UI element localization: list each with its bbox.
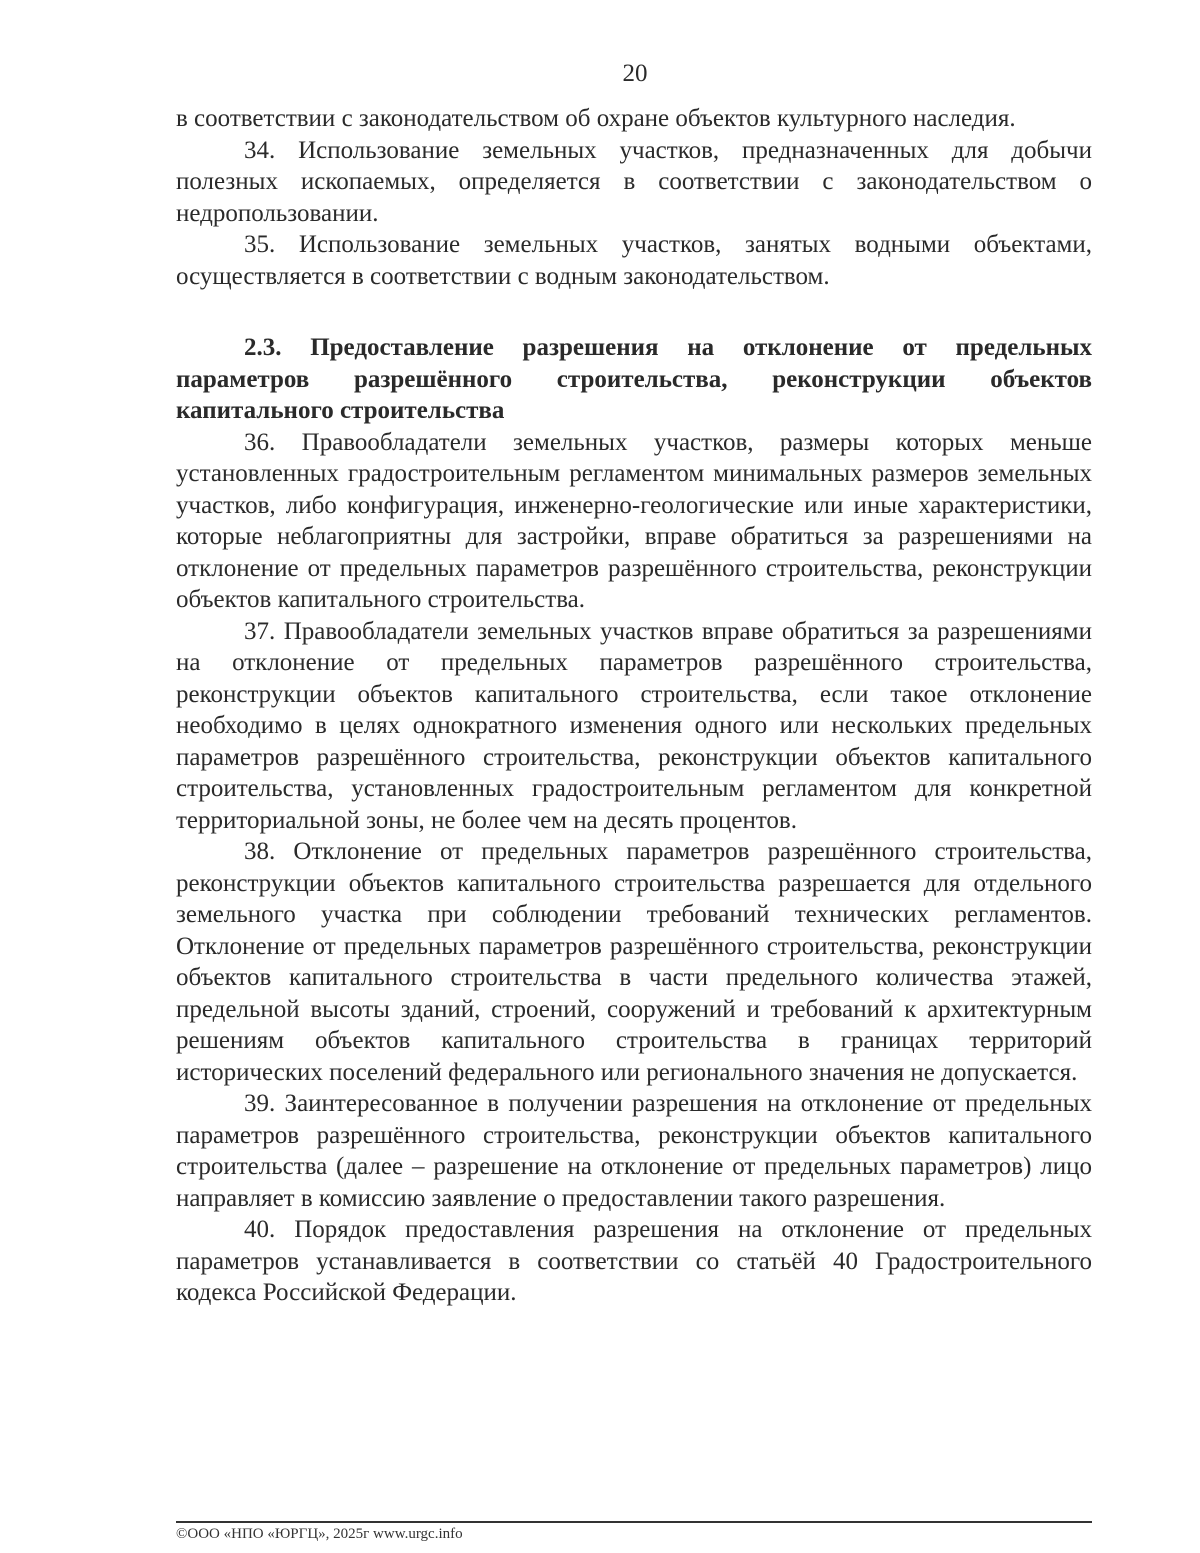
paragraph-37: 37. Правообладатели земельных участков вправе обратиться за разрешениями на отклонение от предельных параметров разрешённого строительства, реконструкции объектов капитального строительства, если такое отклонение необходимо в целях однократного изменения одного или нескольких предельных параметров разрешённого строительства, реконструкции объектов капитального строительства, установленных градостроительным регламентом для конкретной территориальной зоны, не более чем на десять процентов. bbox=[176, 617, 1092, 834]
document-body bbox=[176, 103, 1092, 1309]
paragraph-35: 35. Использование земельных участков, занятых водными объектами, осуществляется в соответствии с водным законодательством. bbox=[176, 231, 1092, 290]
footer-divider bbox=[176, 1521, 1092, 1523]
paragraph-38: 38. Отклонение от предельных параметров разрешённого строительства, реконструкции объектов капитального строительства разрешается для отдельного земельного участка при соблюдении требований технических регламентов. Отклонение от предельных параметров разрешённого строительства, реконструкции объектов капитального строительства в части предельного количества этажей, предельной высоты зданий, строений, сооружений и требований к архитектурным решениям объектов капитального строительства в границах территорий исторических поселений федерального или регионального значения не допускается. bbox=[176, 838, 1092, 1086]
paragraph-34: 34. Использование земельных участков, предназначенных для добычи полезных ископаемых, определяется в соответствии с законодательством о недропользовании. bbox=[176, 136, 1092, 227]
paragraph-36: 36. Правообладатели земельных участков, размеры которых меньше установленных градостроительным регламентом минимальных размеров земельных участков, либо конфигурация, инженерно-геологические или иные характеристики, которые неблагоприятны для застройки, вправе обратиться за разрешениями на отклонение от предельных параметров разрешённого строительства, реконструкции объектов капитального строительства. bbox=[176, 428, 1092, 613]
footer-copyright: ©ООО «НПО «ЮРГЦ», 2025г www.urgc.info bbox=[176, 1526, 463, 1542]
paragraph-39: 39. Заинтересованное в получении разрешения на отклонение от предельных параметров разрешённого строительства, реконструкции объектов капитального строительства (далее – разрешение на отклонение от предельных параметров) лицо направляет в комиссию заявление о предоставлении такого разрешения. bbox=[176, 1090, 1092, 1212]
page-number: 20 bbox=[622, 60, 648, 87]
paragraph-40: 40. Порядок предоставления разрешения на отклонение от предельных параметров устанавливается в соответствии со статьёй 40 Градостроительного кодекса Российской Федерации. bbox=[176, 1216, 1092, 1306]
paragraph-continuation: в соответствии с законодательством об охране объектов культурного наследия. bbox=[176, 105, 1016, 132]
section-heading: 2.3. Предоставление разрешения на отклонение от предельных параметров разрешённого строительства, реконструкции объектов капитального строительства bbox=[176, 334, 1092, 424]
